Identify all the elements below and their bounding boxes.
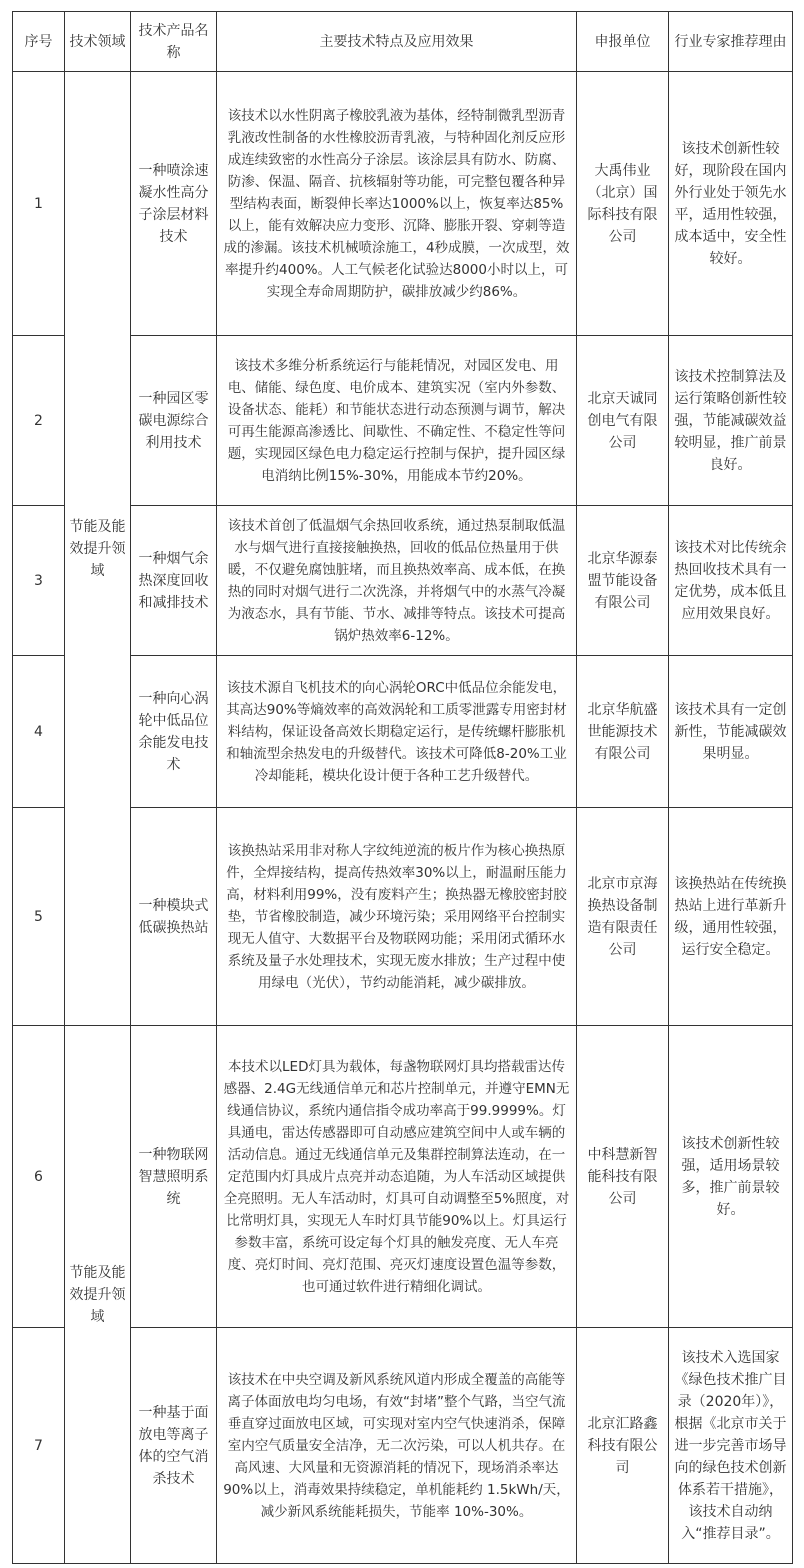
row-no: 5: [13, 808, 65, 1026]
row-product: 一种烟气余热深度回收和减排技术: [131, 506, 217, 656]
row-product: 一种向心涡轮中低品位余能发电技术: [131, 656, 217, 808]
row-reason: 该技术具有一定创新性，节能减碳效果明显。: [669, 656, 793, 808]
row-unit: 中科慧新智能科技有限公司: [577, 1026, 669, 1328]
field-group-cell: 节能及能效提升领域: [65, 72, 131, 1026]
row-reason: 该技术入选国家《绿色技术推广目录（2020年）》，根据《北京市关于进一步完善市场导向的绿色技术创新体系若干措施》，该技术自动纳入“推荐目录”。: [669, 1328, 793, 1564]
row-features: 该换热站采用非对称人字纹纯逆流的板片作为核心换热原件，全焊接结构，提高传热效率30%以上，耐温耐压能力高，材料利用99%，没有废料产生；换热器无橡胶密封胶垫，节省橡胶制造，减少环境污染；采用网络平台控制实现无人值守、大数据平台及物联网功能；采用闭式循环水系统及量子水处理技术，实现无废水排放；生产过程中使用绿电（光伏），节约动能消耗，减少碳排放。: [217, 808, 577, 1026]
row-product: 一种模块式低碳换热站: [131, 808, 217, 1026]
row-no: 7: [13, 1328, 65, 1564]
row-features: 该技术在中央空调及新风系统风道内形成全覆盖的高能等离子体面放电均匀电场，有效“封堵”整个气路，当空气流垂直穿过面放电区域，可实现对室内空气快速消杀，保障室内空气质量安全洁净，无二次污染，可以人机共存。在高风速、大风量和无资源消耗的情况下，现场消杀率达90%以上，消毒效果持续稳定，单机能耗约 1.5kWh/天，减少新风系统能耗损失，节能率 10%-30%。: [217, 1328, 577, 1564]
header-product: 技术产品名称: [131, 12, 217, 72]
row-reason: 该技术创新性较好，现阶段在国内外行业处于领先水平，适用性较强，成本适中，安全性较好。: [669, 72, 793, 336]
row-reason: 该技术控制算法及运行策略创新性较强，节能减碳效益较明显，推广前景良好。: [669, 336, 793, 506]
header-row: [13, 12, 793, 72]
row-reason: 该技术创新性较强，适用场景较多，推广前景较好。: [669, 1026, 793, 1328]
row-unit: 北京天诚同创电气有限公司: [577, 336, 669, 506]
row-features: 该技术多维分析系统运行与能耗情况，对园区发电、用电、储能、绿色度、电价成本、建筑实况（室内外参数、设备状态、能耗）和节能状态进行动态预测与调节，解决可再生能源高渗透比、间歇性、不确定性、不稳定性等问题，实现园区绿色电力稳定运行控制与保护，提升园区绿电消纳比例15%-30%，用能成本节约20%。: [217, 336, 577, 506]
row-features: 该技术源自飞机技术的向心涡轮ORC中低品位余能发电，其高达90%等熵效率的高效涡轮和工质零泄露专用密封材料结构，保证设备高效长期稳定运行，是传统螺杆膨胀机和轴流型余热发电的升级替代。该技术可降低8-20%工业冷却能耗，模块化设计便于各种工艺升级替代。: [217, 656, 577, 808]
header-reason: 行业专家推荐理由: [669, 12, 793, 72]
row-no: 2: [13, 336, 65, 506]
header-no: 序号: [13, 12, 65, 72]
row-unit: 北京汇路鑫科技有限公司: [577, 1328, 669, 1564]
row-features: 该技术首创了低温烟气余热回收系统，通过热泵制取低温水与烟气进行直接接触换热，回收的低品位热量用于供暖，不仅避免腐蚀脏堵，而且换热效率高、成本低，在换热的同时对烟气进行二次洗涤，并将烟气中的水蒸气冷凝为液态水，具有节能、节水、减排等特点。该技术可提高锅炉热效率6-12%。: [217, 506, 577, 656]
row-no: 6: [13, 1026, 65, 1328]
header-field: 技术领域: [65, 12, 131, 72]
row-features: 本技术以LED灯具为载体，每盏物联网灯具均搭载雷达传感器、2.4G无线通信单元和芯片控制单元，并遵守EMN无线通信协议，系统内通信指令成功率高于99.9999%。灯具通电，雷达传感器即可自动感应建筑空间中人或车辆的活动信息。通过无线通信单元及集群控制算法连动，在一定范围内灯具成片点亮并动态追随，为人车活动区域提供全亮照明。无人车活动时，灯具可自动调整至5%照度，对比常明灯具，实现无人车时灯具节能90%以上。灯具运行参数丰富，系统可设定每个灯具的触发亮度、无人车亮度、亮灯时间、亮灯范围、亮灭灯速度设置色温等参数，也可通过软件进行精细化调试。: [217, 1026, 577, 1328]
table-row: [13, 1026, 793, 1328]
row-no: 1: [13, 72, 65, 336]
tech-table: [12, 11, 793, 1564]
row-product: 一种基于面放电等离子体的空气消杀技术: [131, 1328, 217, 1564]
row-unit: 北京华航盛世能源技术有限公司: [577, 656, 669, 808]
header-unit: 申报单位: [577, 12, 669, 72]
row-product: 一种园区零碳电源综合利用技术: [131, 336, 217, 506]
row-unit: 北京市京海换热设备制造有限责任公司: [577, 808, 669, 1026]
row-features: 该技术以水性阴离子橡胶乳液为基体，经特制微乳型沥青乳液改性制备的水性橡胶沥青乳液，与特种固化剂反应形成连续致密的水性高分子涂层。该涂层具有防水、防腐、防渗、保温、隔音、抗核辐射等功能，可完整包覆各种异型结构表面，断裂伸长率达1000%以上，恢复率达85%以上，能有效解决应力变形、沉降、膨胀开裂、穿刺等造成的渗漏。该技术机械喷涂施工，4秒成膜，一次成型，效率提升约400%。人工气候老化试验达8000小时以上，可实现全寿命周期防护，碳排放减少约86%。: [217, 72, 577, 336]
field-group-cell: 节能及能效提升领域: [65, 1026, 131, 1564]
header-features: 主要技术特点及应用效果: [217, 12, 577, 72]
row-no: 3: [13, 506, 65, 656]
table-row: [13, 72, 793, 336]
row-product: 一种物联网智慧照明系统: [131, 1026, 217, 1328]
row-unit: 北京华源泰盟节能设备有限公司: [577, 506, 669, 656]
row-product: 一种喷涂速凝水性高分子涂层材料技术: [131, 72, 217, 336]
row-reason: 该技术对比传统余热回收技术具有一定优势，成本低且应用效果良好。: [669, 506, 793, 656]
row-reason: 该换热站在传统换热站上进行革新升级，通用性较强，运行安全稳定。: [669, 808, 793, 1026]
row-unit: 大禹伟业（北京）国际科技有限公司: [577, 72, 669, 336]
row-no: 4: [13, 656, 65, 808]
